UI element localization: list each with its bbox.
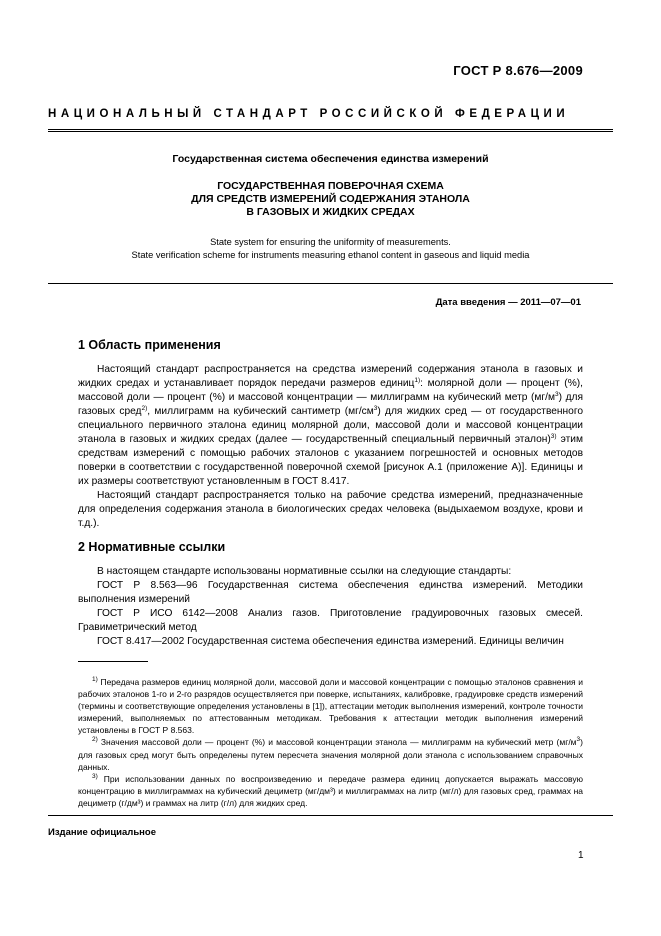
introduction-date: Дата введения — 2011—07—01 [435,297,581,308]
title-separator-rule [48,283,613,284]
system-title: Государственная система обеспечения единства измерений [172,153,489,165]
main-title-line: ДЛЯ СРЕДСТВ ИЗМЕРЕНИЙ СОДЕРЖАНИЯ ЭТАНОЛА [191,193,470,205]
header-rule-top [48,129,613,130]
footnote-3: $^{3)}$ При использовании данных по воспроизведению и передаче размера единиц допускается выражать массовую концентрацию в миллиграммах на кубический дециметр (мг/дм³) и миллиграммах на литр (мг/л) для газовых сред, граммах на дециметр (г/дм³) и граммах на литр (г/л) для жидких сред. [78,772,583,808]
section-1-body [78,363,583,531]
english-title [48,236,613,262]
official-edition-label: Издание официальное [48,827,156,838]
footnote-ref-1[interactable]: 1) [414,377,421,384]
section-2-body [78,565,583,649]
main-title-line: В ГАЗОВЫХ И ЖИДКИХ СРЕДАХ [246,206,415,218]
main-title [48,180,613,219]
scope-paragraph-2: Настоящий стандарт распространяется только на рабочие средства измерений, предназначенные для определения содержания этанола в биологических средах человека (выдыхаемом воздухе, крови и т.д.). [78,490,583,529]
main-title-line: ГОСУДАРСТВЕННАЯ ПОВЕРОЧНАЯ СХЕМА [217,180,444,192]
scope-paragraph-1: Настоящий стандарт распространяется на средства измерений содержания этанола в газовых и жидких средах и устанавливает порядок передачи размеров единиц$^{1)}$: молярной доли — процент (%), массовой доли — процент (%) и массовой концентрации — миллиграмм на кубический метр $(мг/м^3)$ для газовых сред$^{2)}$, миллиграмм на кубический сантиметр $(мг/см^3)$ для жидких сред — от государственного специального первичного эталона единиц молярной доли, массовой доли и массовой концентрации этанола в газовых и жидких средах (далее — государственный специальный первичный эталон)$^{3)}$ этим средствам измерений с помощью рабочих эталонов с указанием погрешностей и основных методов поверки в соответствии с государственной поверочной схемой [рисунок А.1 (приложение А)]. Единицы и их размеры соответствуют установленным в ГОСТ 8.417. [78,364,583,487]
footnote-1: $^{1)}$ Передача размеров единиц молярной доли, массовой доли и массовой концентрации с помощью эталонов сравнения и рабочих эталонов 1-го и 2-го разрядов осуществляется при поверке, испытаниях, калибровке, градуировке средств измерений (термины и соответствующие определения установлены в [1]), аттестации методик выполнения измерений, контроле точности измерений, выполняемых по аттестованным методикам. Требования к аттестации методик выполнения измерений установлены в ГОСТ Р 8.563. [78,676,583,736]
page-number: 1 [578,850,584,861]
footnote-ref-2[interactable]: 2) [141,405,148,412]
document-code: ГОСТ Р 8.676—2009 [453,63,583,78]
english-title-line: State verification scheme for instruments measuring ethanol content in gaseous and liquid media [131,250,530,260]
footnote-2: $^{2)}$ Значения массовой доли — процент (%) и массовой концентрации этанола — миллиграмм на кубический метр $(мг/м^3)$ для газовых сред могут быть определены путем пересчета значения молярной доли этанола с использованием справочных данных. [78,736,583,772]
section-2-heading: 2 Нормативные ссылки [78,540,226,554]
reference-item: ГОСТ Р 8.563—96 Государственная система обеспечения единства измерений. Методики выполнения измерений [78,580,583,605]
english-title-line: State system for ensuring the uniformity of measurements. [210,237,451,247]
references-intro: В настоящем стандарте использованы нормативные ссылки на следующие стандарты: [97,566,512,577]
header-rule-bottom [48,131,613,132]
footer-rule [48,815,613,816]
reference-item: ГОСТ Р ИСО 6142—2008 Анализ газов. Приготовление градуировочных газовых смесей. Гравиметрический метод [78,608,583,633]
reference-item: ГОСТ 8.417—2002 Государственная система обеспечения единства измерений. Единицы величин [97,636,564,647]
footnote-rule [78,661,148,662]
footnote-ref-3[interactable]: 3) [550,433,557,440]
footnotes [78,676,583,809]
section-1-heading: 1 Область применения [78,338,221,352]
national-standard-banner: НАЦИОНАЛЬНЫЙ СТАНДАРТ РОССИЙСКОЙ ФЕДЕРАЦИИ [48,108,570,120]
